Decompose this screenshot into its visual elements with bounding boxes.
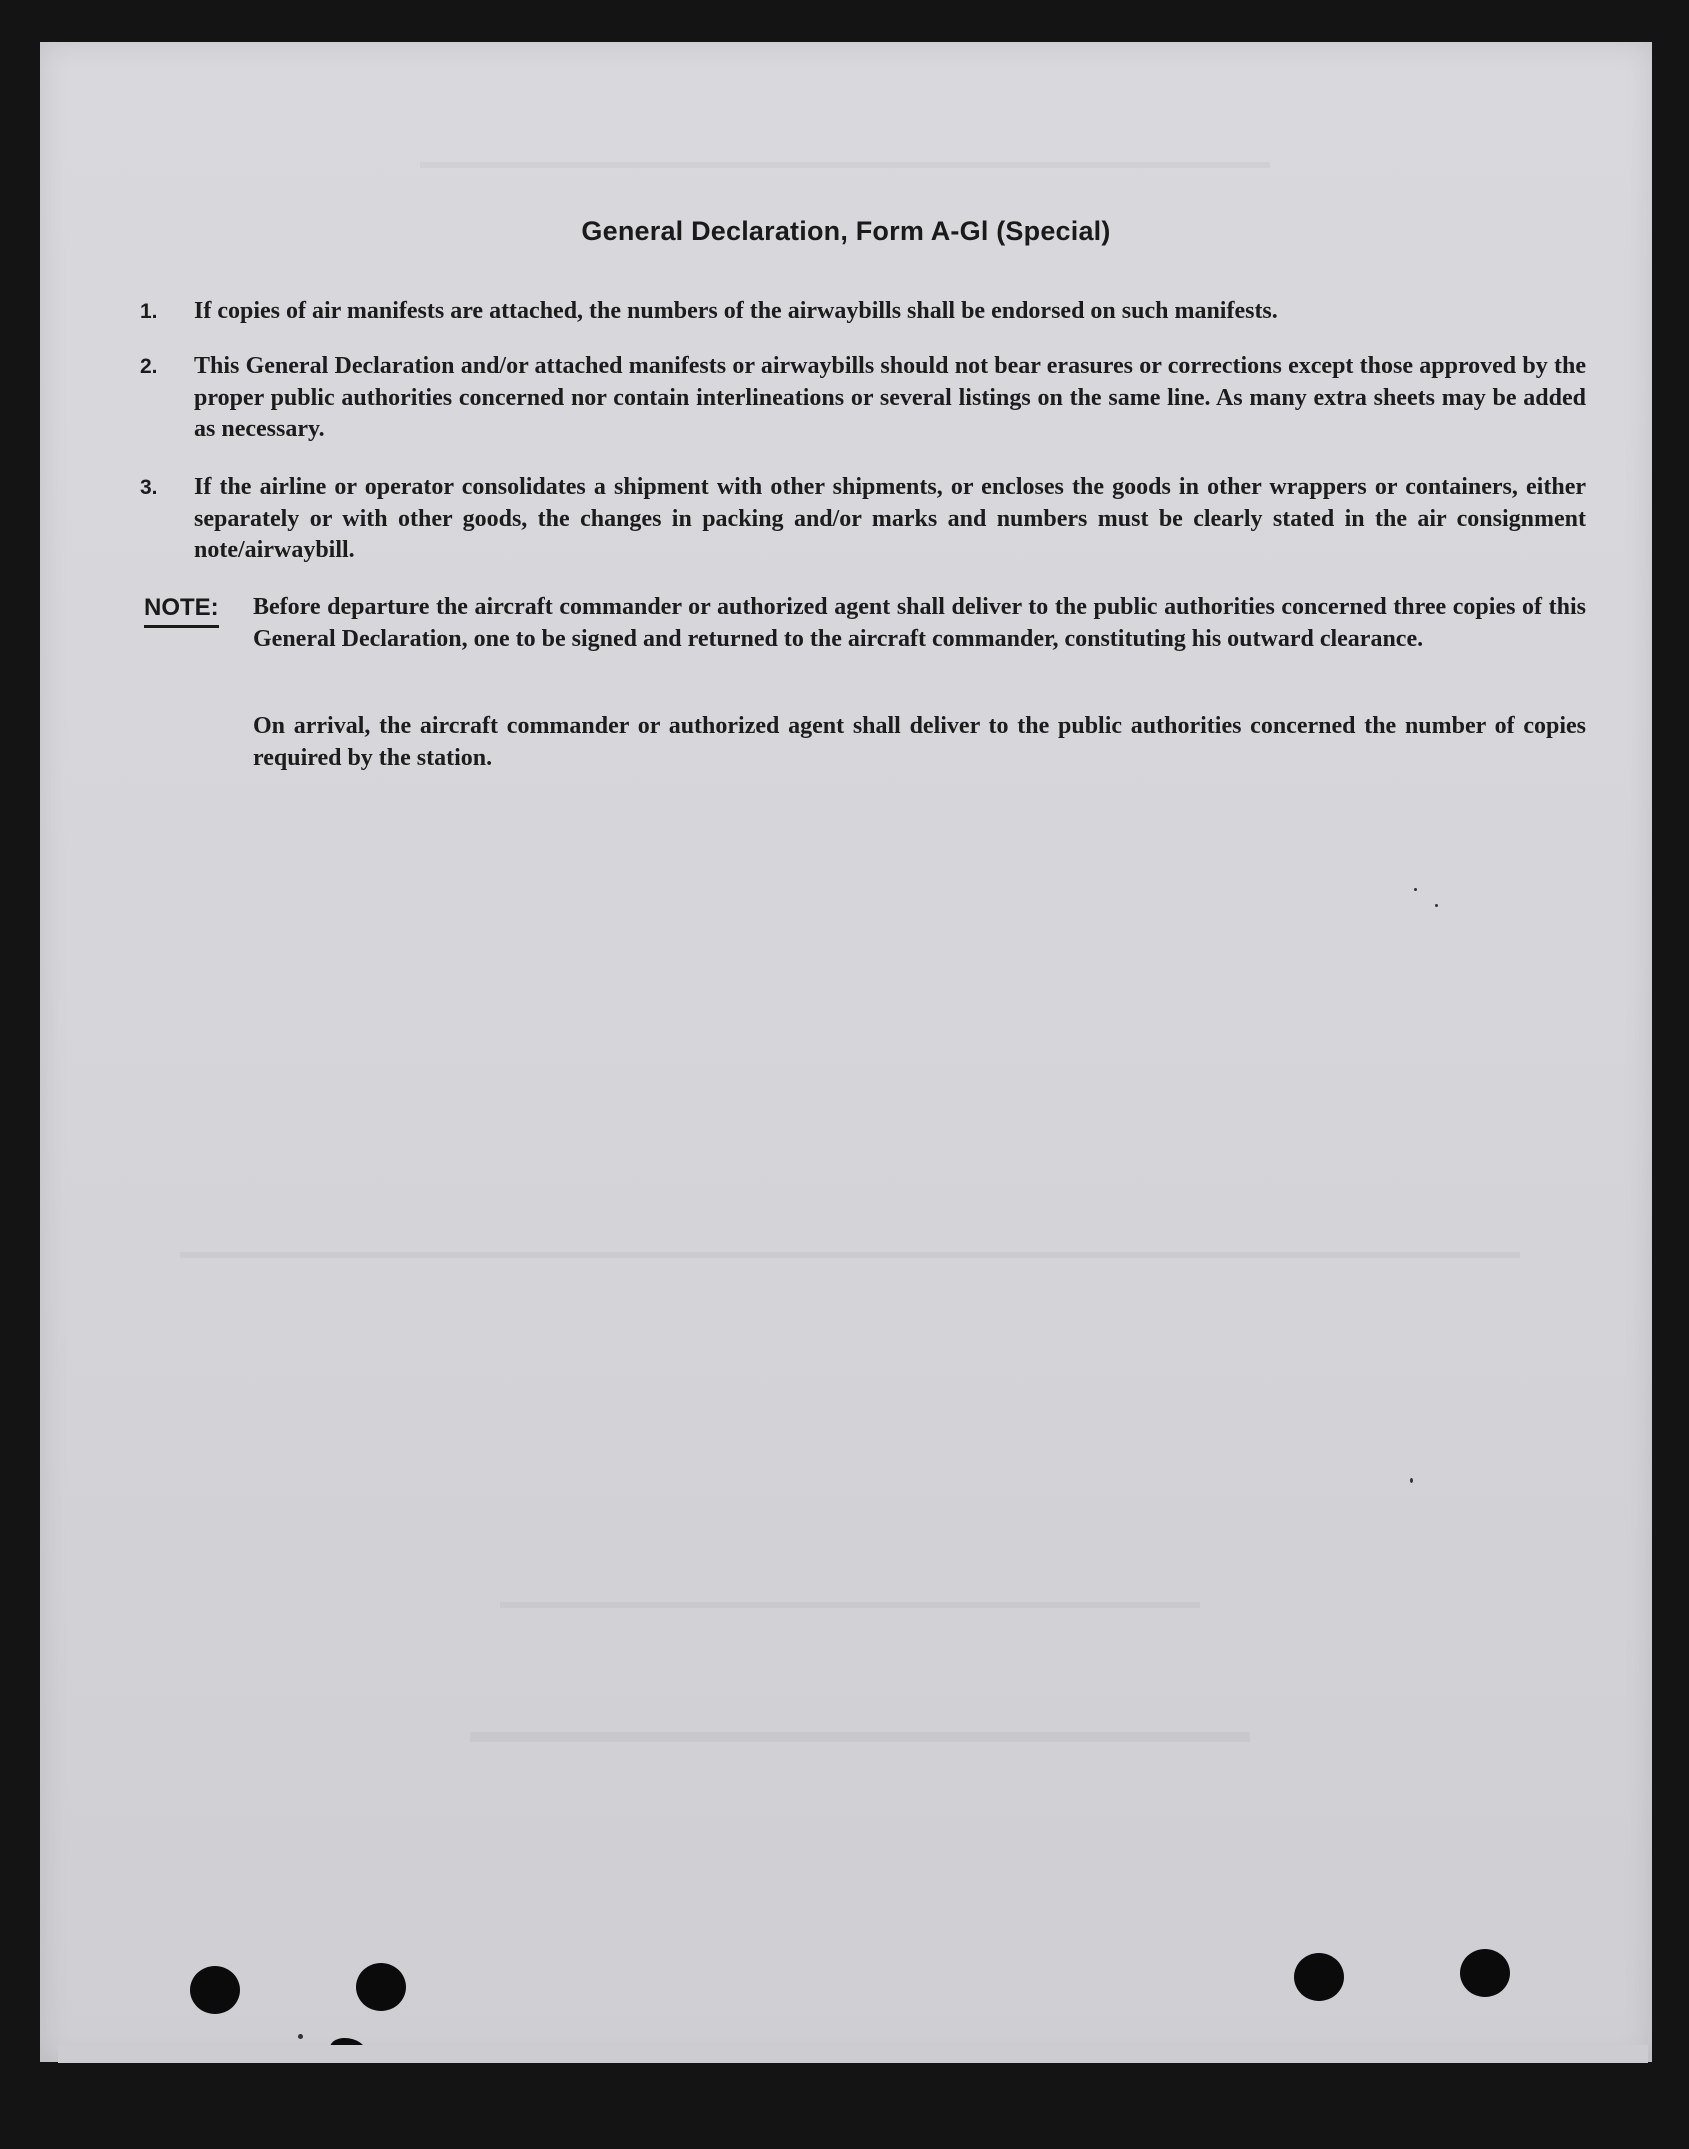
note-paragraph-1: Before departure the aircraft commander or authorized agent shall deliver to the public authorities concerned three copies of this General Declaration, one to be signed and returned to the aircraft commander, constituting his outward clearance. [253, 594, 1586, 652]
bleed-through-line [500, 1602, 1200, 1608]
note-label: NOTE: [144, 592, 219, 628]
paper-speck [1435, 904, 1438, 907]
paper-speck [298, 2034, 303, 2039]
bleed-through-line [470, 1732, 1250, 1742]
list-item-3 [140, 472, 1586, 567]
punch-hole-left-1 [190, 1966, 240, 2014]
page-bottom-edge [58, 2045, 1648, 2063]
list-item-1 [140, 296, 1586, 328]
list-item-text: If copies of air manifests are attached, the numbers of the airwaybills shall be endorsed on such manifests. [194, 298, 1278, 324]
list-item-text: If the airline or operator consolidates a shipment with other shipments, or encloses the goods in other wrappers or containers, either separately or with other goods, the changes in packing and/or marks and numbers must be clearly stated in the air consignment note/airwaybill. [194, 474, 1586, 563]
note-paragraph-2: On arrival, the aircraft commander or authorized agent shall deliver to the public authorities concerned the number of copies required by the station. [253, 713, 1586, 771]
list-item-text: This General Declaration and/or attached manifests or airwaybills should not bear erasures or corrections except those approved by the proper public authorities concerned nor contain interlineations or several listings on the same line. As many extra sheets may be added as necessary. [194, 353, 1586, 442]
document-title: General Declaration, Form A-Gl (Special) [581, 216, 1111, 246]
list-item-number: 2. [140, 355, 158, 378]
punch-hole-right-2 [1460, 1949, 1510, 1997]
punch-hole-left-2 [356, 1963, 406, 2011]
bleed-through-line [180, 1252, 1520, 1258]
list-item-2 [140, 351, 1586, 446]
bleed-through-line [420, 162, 1270, 168]
paper-speck [1410, 1478, 1413, 1483]
list-item-number: 1. [140, 300, 158, 323]
punch-hole-right-1 [1294, 1953, 1344, 2001]
paper-speck [1414, 888, 1417, 891]
list-item-number: 3. [140, 476, 158, 499]
document-page [40, 42, 1652, 2062]
